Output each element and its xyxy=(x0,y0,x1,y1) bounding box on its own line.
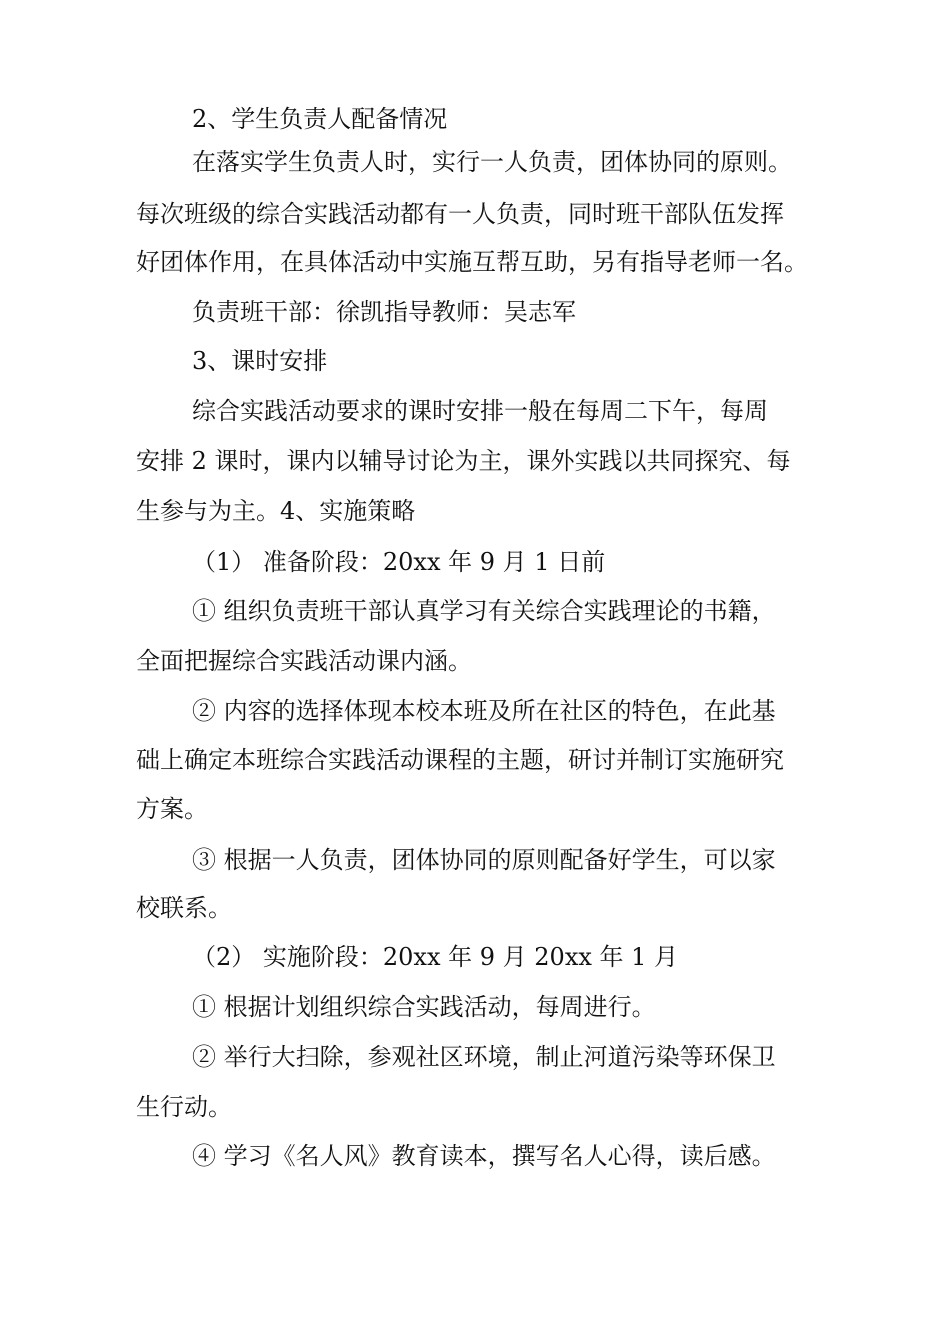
list-item: 础上确定本班综合实践活动课程的主题，研讨并制订实施研究 xyxy=(136,746,784,774)
paragraph-line: 好团体作用，在具体活动中实施互帮互助，另有指导老师一名。 xyxy=(136,248,808,276)
list-item: 方案。 xyxy=(136,795,208,823)
paragraph-line: 安排 2 课时，课内以辅导讨论为主，课外实践以共同探究、每 xyxy=(136,447,791,475)
paragraph-line: 在落实学生负责人时，实行一人负责，团体协同的原则。 xyxy=(192,148,792,176)
list-item: ② 内容的选择体现本校本班及所在社区的特色，在此基 xyxy=(192,697,776,725)
section-heading: 2、学生负责人配备情况 xyxy=(192,105,448,133)
list-item: ③ 根据一人负责，团体协同的原则配备好学生，可以家 xyxy=(192,846,776,874)
list-item: 校联系。 xyxy=(136,894,232,922)
list-item: ④ 学习《名人风》教育读本，撰写名人心得，读后感。 xyxy=(192,1142,776,1170)
list-item: （1） 准备阶段：20xx 年 9 月 1 日前 xyxy=(192,548,606,576)
section-heading: 3、课时安排 xyxy=(192,347,328,375)
paragraph-line: 每次班级的综合实践活动都有一人负责，同时班干部队伍发挥 xyxy=(136,200,784,228)
list-item: 全面把握综合实践活动课内涵。 xyxy=(136,647,472,675)
paragraph-line: 生参与为主。4、实施策略 xyxy=(136,497,416,525)
list-item: ① 根据计划组织综合实践活动，每周进行。 xyxy=(192,993,656,1021)
paragraph-line: 综合实践活动要求的课时安排一般在每周二下午，每周 xyxy=(192,397,768,425)
list-item: ② 举行大扫除，参观社区环境，制止河道污染等环保卫 xyxy=(192,1043,776,1071)
list-item: 生行动。 xyxy=(136,1093,232,1121)
list-item: （2） 实施阶段：20xx 年 9 月 20xx 年 1 月 xyxy=(192,943,679,971)
paragraph-line: 负责班干部：徐凯指导教师：吴志军 xyxy=(192,298,576,326)
list-item: ① 组织负责班干部认真学习有关综合实践理论的书籍， xyxy=(192,597,776,625)
